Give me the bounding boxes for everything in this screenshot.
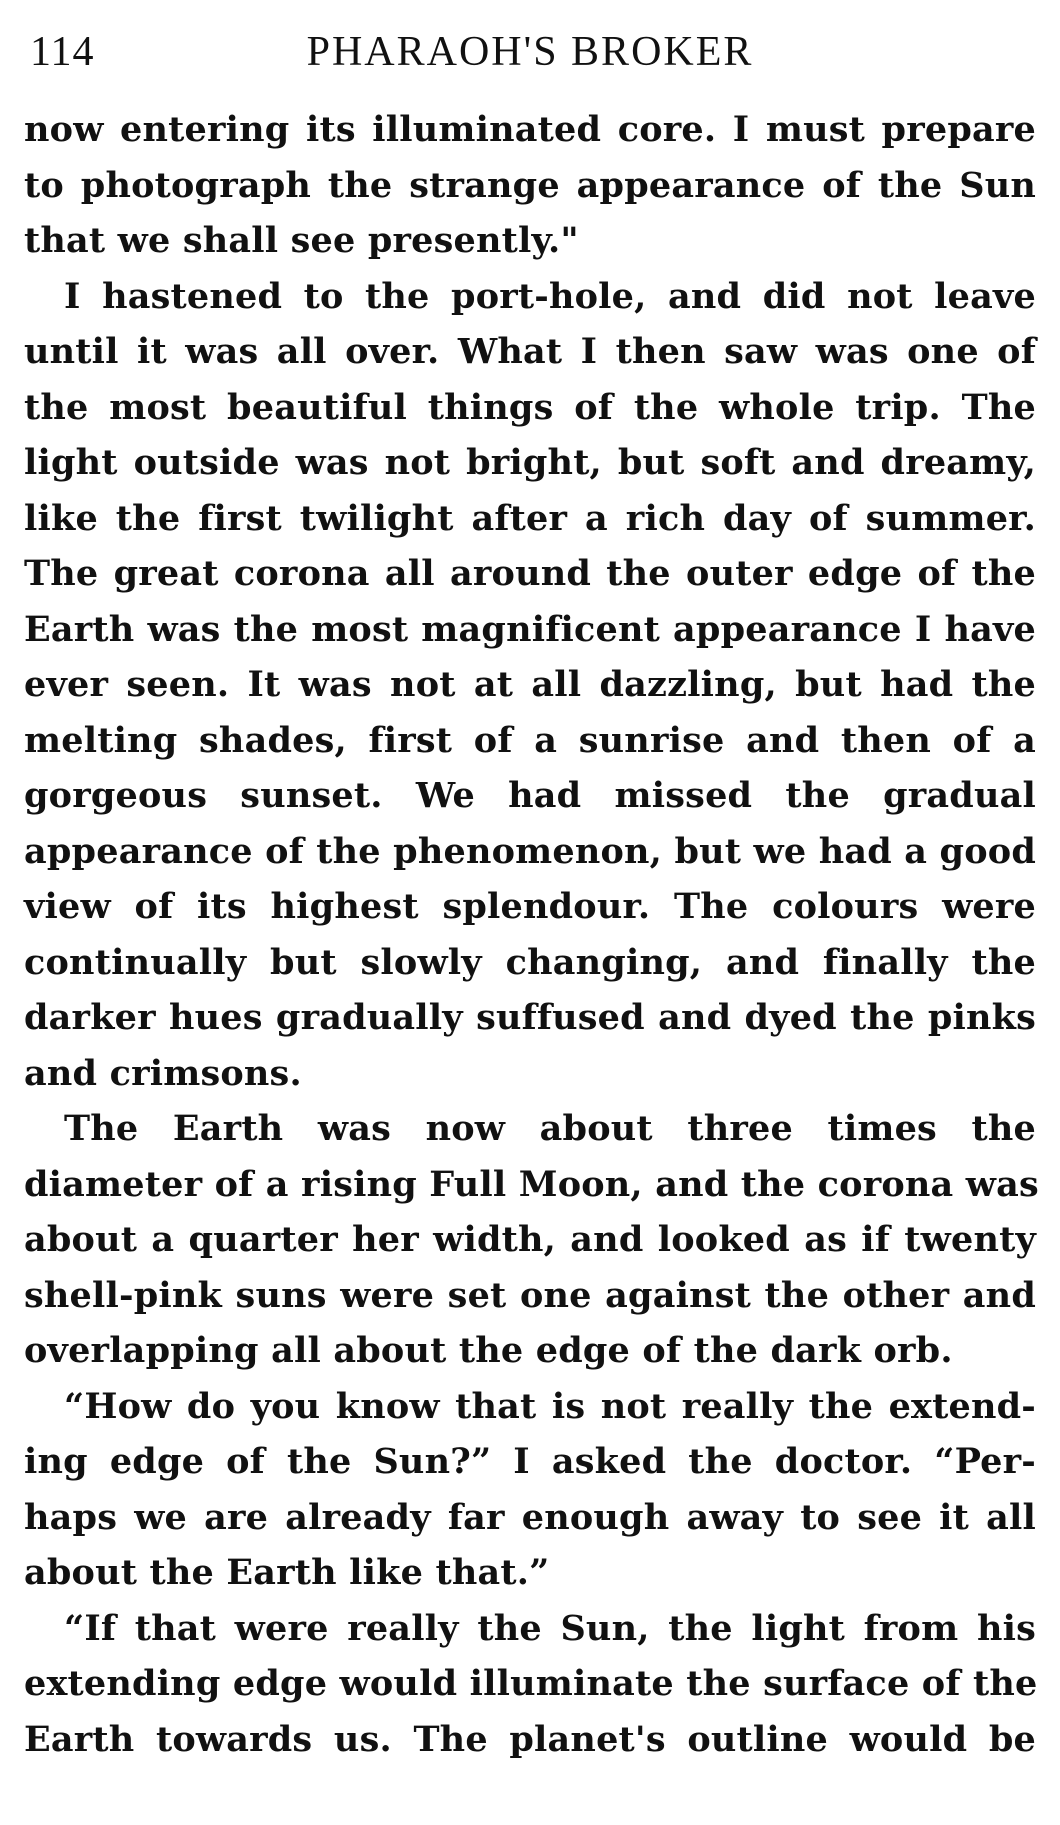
paragraph-2 <box>24 269 1036 1102</box>
text-line: that we shall see presently." <box>24 220 579 261</box>
text-line: to photograph the strange appearance of the Sun <box>24 164 1036 206</box>
text-line: gorgeous sunset. We had missed the gradual <box>24 775 1036 816</box>
text-line: shell-pink suns were set one against the other and <box>24 1274 1036 1316</box>
paragraph-3 <box>24 1101 1039 1379</box>
text-line: melting shades, first of a sunrise and then of a <box>24 719 1036 761</box>
page-number: 114 <box>30 29 95 75</box>
text-line: Earth towards us. The planet's outline would be <box>24 1718 1036 1760</box>
text-line: extending edge would illuminate the surface of the <box>24 1663 1038 1704</box>
text-line: like the first twilight after a rich day of summer. <box>24 497 1036 539</box>
text-line: until it was all over. What I then saw was one of <box>24 331 1036 372</box>
text-line: light outside was not bright, but soft and dreamy, <box>24 442 1036 483</box>
text-line: haps we are already far enough away to see it all <box>24 1496 1036 1538</box>
body-text <box>24 102 1039 1767</box>
text-line: about a quarter her width, and looked as if twenty <box>24 1219 1036 1260</box>
text-line: appearance of the phenomenon, but we had a good <box>24 830 1036 872</box>
paragraph-4 <box>24 1379 1036 1601</box>
running-head <box>24 22 1036 82</box>
text-line: “If that were really the Sun, the light from his <box>64 1607 1036 1649</box>
text-line: The Earth was now about three times the <box>64 1108 1036 1149</box>
text-line: “How do you know that is not really the extend- <box>64 1385 1036 1427</box>
text-line: about the Earth like that.” <box>24 1552 550 1593</box>
paragraph-1 <box>24 102 1036 269</box>
paragraph-5 <box>24 1601 1036 1768</box>
book-page <box>24 22 1039 1767</box>
running-title: PHARAOH'S BROKER <box>306 29 754 75</box>
text-line: diameter of a rising Full Moon, and the corona was <box>24 1163 1039 1205</box>
text-line: overlapping all about the edge of the dark orb. <box>24 1330 953 1371</box>
text-line: now entering its illuminated core. I must prepare <box>24 109 1036 150</box>
text-line: I hastened to the port-hole, and did not leave <box>64 275 1036 317</box>
text-line: ever seen. It was not at all dazzling, but had the <box>24 664 1036 705</box>
text-line: Earth was the most magnificent appearance I have <box>24 608 1036 650</box>
text-line: ing edge of the Sun?” I asked the doctor. “Per- <box>24 1441 1036 1482</box>
text-line: darker hues gradually suffused and dyed the pinks <box>24 997 1036 1038</box>
text-line: the most beautiful things of the whole trip. The <box>24 386 1036 428</box>
text-line: view of its highest splendour. The colours were <box>24 886 1036 927</box>
text-line: continually but slowly changing, and finally the <box>24 941 1036 983</box>
text-line: The great corona all around the outer edge of the <box>24 553 1036 594</box>
text-line: and crimsons. <box>24 1052 302 1094</box>
